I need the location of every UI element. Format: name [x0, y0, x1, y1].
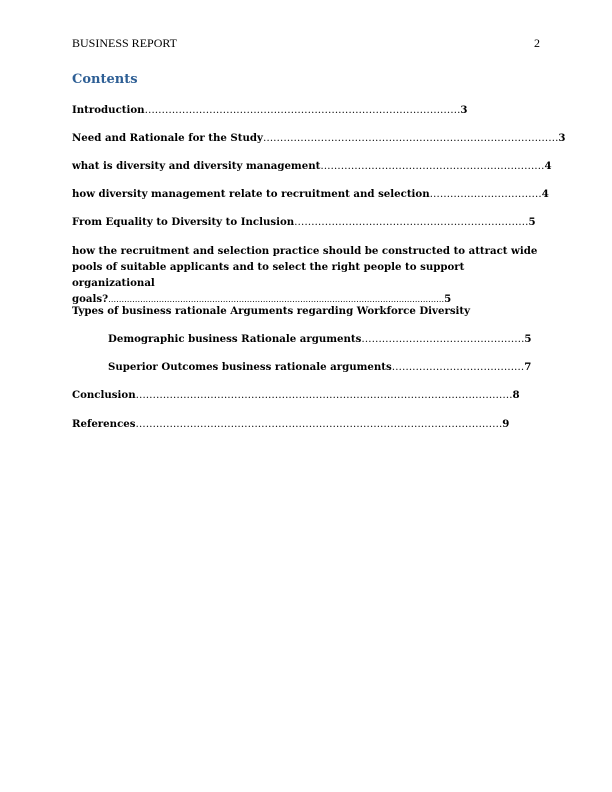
toc-entry-page: 7	[524, 361, 532, 373]
toc-entry-page: 9	[502, 418, 510, 430]
toc-entry-title-end: goals?	[72, 293, 109, 305]
toc-entry-page: 5	[528, 216, 536, 228]
toc-leader: …………………………………………	[361, 334, 525, 345]
toc-heading: Contents	[72, 72, 138, 87]
toc-entry-recruitment-practice[interactable]	[72, 243, 542, 308]
toc-leader: ……………………………………………………………	[294, 217, 529, 228]
toc-entry-demographic-arguments[interactable]	[108, 331, 531, 348]
toc-entry-diversity-management[interactable]	[72, 158, 552, 175]
toc-leader: …………………………………………………………………………………	[144, 105, 461, 116]
toc-entry-title: Types of business rationale Arguments regarding Workforce Diversity	[72, 305, 471, 317]
toc-entry-equality-diversity-inclusion[interactable]	[72, 214, 536, 231]
toc-entry-superior-outcomes-arguments[interactable]	[108, 359, 531, 376]
toc-entry-title: From Equality to Diversity to Inclusion	[72, 216, 295, 228]
toc-entry-conclusion[interactable]	[72, 387, 520, 404]
page-number: 2	[534, 36, 540, 50]
running-title: BUSINESS REPORT	[72, 36, 177, 50]
toc-entry-title: what is diversity and diversity management	[72, 160, 321, 172]
toc-entry-title: how diversity management relate to recruitment and selection	[72, 188, 430, 200]
toc-entry-title: References	[72, 418, 136, 430]
toc-entry-title: Conclusion	[72, 389, 136, 401]
toc-entry-title-line: pools of suitable applicants and to select the right people to support organizational	[72, 261, 465, 289]
toc-entry-title: Superior Outcomes business rationale arguments	[108, 361, 392, 373]
toc-entry-title-line: how the recruitment and selection practice should be constructed to attract wide	[72, 245, 538, 257]
toc-entry-business-rationale-types[interactable]	[72, 303, 470, 319]
toc-entry-need-rationale[interactable]	[72, 130, 565, 147]
toc-leader: …………………………………	[391, 362, 525, 373]
toc-entry-references[interactable]	[72, 416, 509, 433]
running-header	[72, 36, 540, 52]
toc-entry-introduction[interactable]	[72, 102, 467, 119]
toc-entry-title: Need and Rationale for the Study	[72, 132, 263, 144]
toc-entry-title: Demographic business Rationale arguments	[108, 333, 362, 345]
toc-leader: ……………………………	[429, 189, 542, 200]
toc-leader: ………………………………………………………………………………………………………………	[108, 295, 445, 304]
toc-leader: …………………………………………………………………………………………………	[135, 390, 513, 401]
toc-leader: ……………………………………………………………………………	[262, 133, 559, 144]
toc-leader: ………………………………………………………………………………………………	[135, 419, 503, 430]
toc-entry-page: 5	[524, 333, 532, 345]
toc-entry-page: 3	[460, 104, 468, 116]
toc-entry-page: 4	[541, 188, 549, 200]
toc-entry-page: 5	[444, 293, 452, 305]
toc-entry-title: Introduction	[72, 104, 145, 116]
toc-entry-page: 4	[544, 160, 552, 172]
toc-entry-page: 8	[512, 389, 520, 401]
toc-entry-page: 3	[558, 132, 566, 144]
toc-leader: …………………………………………………………	[320, 161, 545, 172]
toc-entry-recruitment-selection[interactable]	[72, 186, 549, 203]
